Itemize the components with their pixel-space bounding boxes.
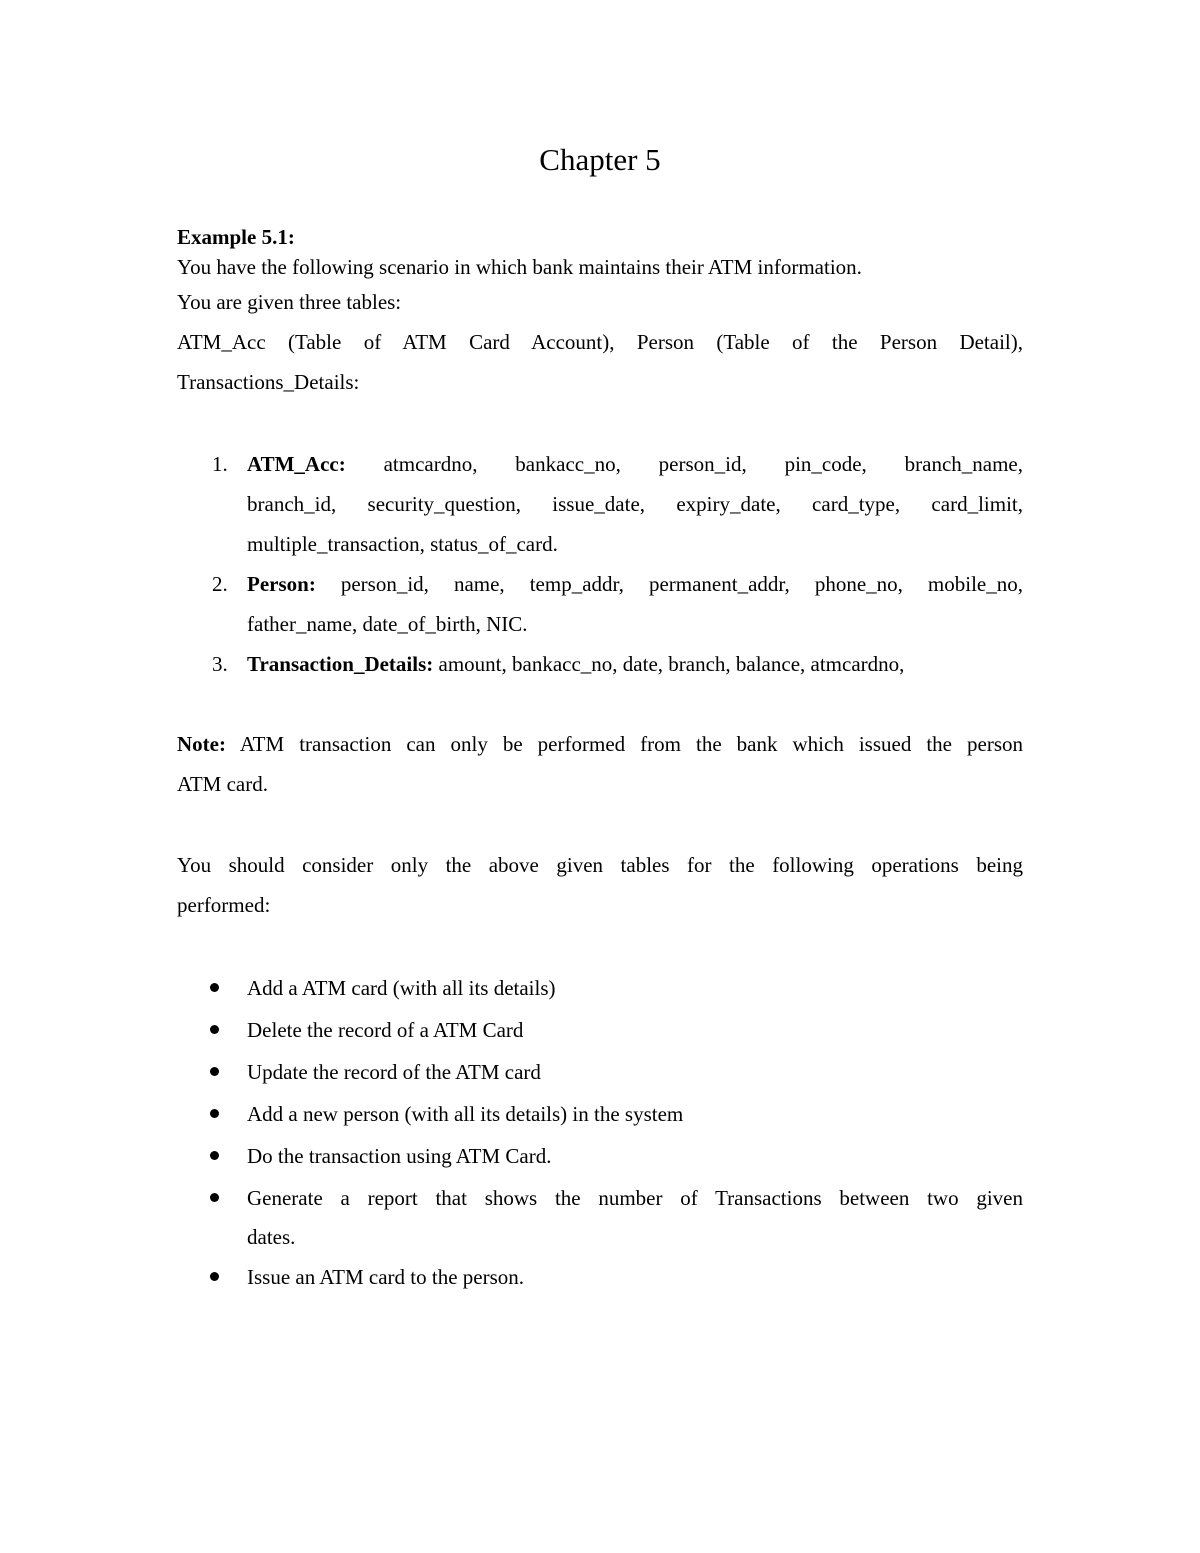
tables-line-2: Transactions_Details: (177, 370, 360, 394)
given-tables-line: You are given three tables: (177, 290, 402, 314)
bullet-icon (210, 1272, 219, 1281)
list-item: Add a new person (with all its details) in the system (177, 1093, 1023, 1135)
list-item-person (177, 564, 1023, 644)
list-item: Do the transaction using ATM Card. (177, 1135, 1023, 1177)
note-line-1: Note: ATM transaction can only be performed from the bank which issued the person (177, 732, 1023, 756)
table-fields: atmcardno, bankacc_no, person_id, pin_code, branch_name, (383, 452, 1023, 476)
tables-line-1: ATM_Acc (Table of ATM Card Account), Person (Table of the Person Detail), (177, 330, 1023, 354)
note-line-2: ATM card. (177, 772, 268, 796)
list-item-line: branch_id, security_question, issue_date, expiry_date, card_type, card_limit, (247, 492, 1023, 516)
bullet-icon (210, 1025, 219, 1034)
list-number: 3. (212, 652, 228, 676)
tables-list (177, 444, 1023, 684)
list-item: Generate a report that shows the number of Transactions between two given dates. (177, 1177, 1023, 1256)
intro-line: You have the following scenario in which bank maintains their ATM information. (177, 255, 862, 279)
table-name: Person: (247, 572, 316, 596)
note-label: Note: (177, 732, 226, 756)
list-item: Update the record of the ATM card (177, 1051, 1023, 1093)
list-item-line: multiple_transaction, status_of_card. (247, 532, 558, 556)
table-name: Transaction_Details: (247, 652, 434, 676)
list-item: Issue an ATM card to the person. (177, 1256, 1023, 1298)
list-item-atm-acc (177, 444, 1023, 564)
bullet-icon (210, 1109, 219, 1118)
consider-line-1: You should consider only the above given tables for the following operations being (177, 853, 1023, 877)
list-number: 2. (212, 572, 228, 596)
page-content (177, 222, 1023, 1298)
table-fields: person_id, name, temp_addr, permanent_addr, phone_no, mobile_no, (340, 572, 1023, 596)
table-fields: amount, bankacc_no, date, branch, balance, atmcardno, (438, 652, 905, 676)
bullet-icon (210, 1193, 219, 1202)
bullet-icon (210, 983, 219, 992)
list-item-line (247, 564, 1023, 604)
list-item: Add a ATM card (with all its details) (177, 967, 1023, 1009)
example-heading: Example 5.1: (177, 225, 295, 249)
bullet-icon (210, 1067, 219, 1076)
list-number: 1. (212, 452, 228, 476)
list-item-line (247, 444, 1023, 484)
list-item-line: father_name, date_of_birth, NIC. (247, 612, 528, 636)
operations-list (177, 967, 1023, 1298)
list-item: Delete the record of a ATM Card (177, 1009, 1023, 1051)
list-item-transaction-details (177, 644, 1023, 684)
bullet-icon (210, 1151, 219, 1160)
list-item-line (247, 644, 1023, 684)
table-name: ATM_Acc: (247, 452, 346, 476)
consider-line-2: performed: (177, 893, 271, 917)
chapter-title: Chapter 5 (539, 142, 661, 177)
